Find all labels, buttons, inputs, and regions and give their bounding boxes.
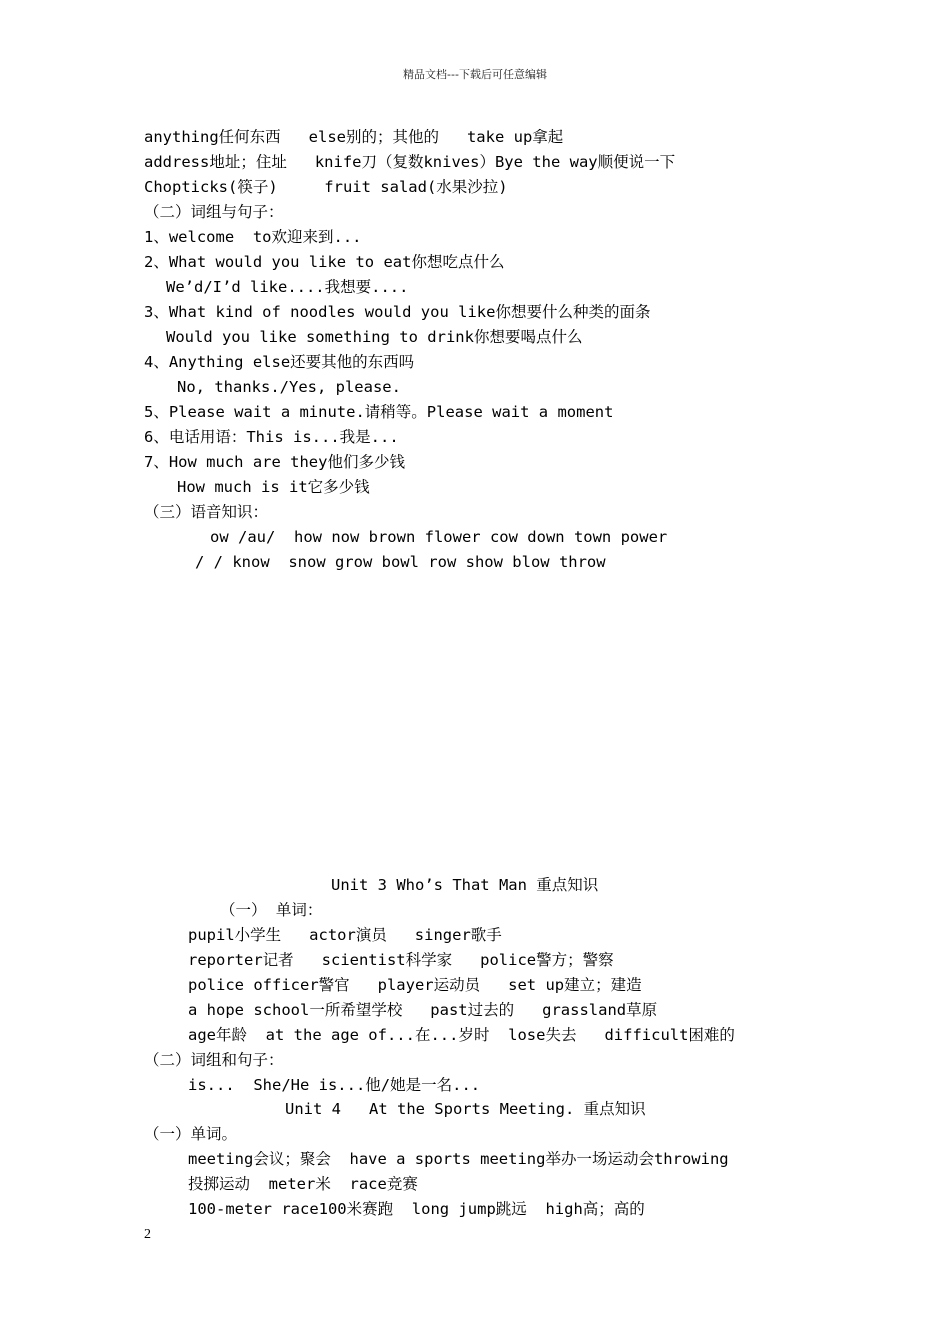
text-line: pupil小学生 actor演员 singer歌手: [188, 926, 502, 944]
section-heading: （一） 单词：: [220, 901, 323, 919]
text-line: 投掷运动 meter米 race竞赛: [188, 1175, 418, 1193]
text-line: address地址；住址 knife刀（复数knives）Bye the way顺便说一下: [144, 153, 676, 171]
text-line: reporter记者 scientist科学家 police警方；警察: [188, 951, 614, 969]
text-line: ow /au/ how now brown flower cow down town power: [210, 528, 668, 546]
text-line: meeting会议；聚会 have a sports meeting举办一场运动会throwing: [188, 1150, 729, 1168]
text-line: Would you like something to drink你想要喝点什么: [166, 328, 583, 346]
text-line: / / know snow grow bowl row show blow throw: [195, 553, 606, 571]
section-heading: （三）语音知识：: [144, 503, 269, 521]
text-line: 1、welcome to欢迎来到...: [144, 228, 362, 246]
text-line: 3、What kind of noodles would you like你想要什么种类的面条: [144, 303, 651, 321]
text-line: 5、Please wait a minute.请稍等。Please wait a moment: [144, 403, 614, 421]
text-line: 4、Anything else还要其他的东西吗: [144, 353, 415, 371]
page-header: 精品文档---下载后可任意编辑: [403, 68, 547, 81]
text-line: Chopticks(筷子) fruit salad(水果沙拉): [144, 178, 508, 196]
text-line: 6、电话用语：This is...我是...: [144, 428, 399, 446]
page-number: 2: [144, 1227, 151, 1242]
text-line: How much is it它多少钱: [177, 478, 370, 496]
text-line: age年龄 at the age of...在...岁时 lose失去 difficult困难的: [188, 1026, 735, 1044]
text-line: No, thanks./Yes, please.: [177, 378, 401, 396]
text-line: anything任何东西 else别的；其他的 take up拿起: [144, 128, 564, 146]
section-heading: （一）单词。: [144, 1125, 238, 1143]
section-heading: （二）词组和句子：: [144, 1051, 284, 1069]
text-line: 2、What would you like to eat你想吃点什么: [144, 253, 505, 271]
unit-title: Unit 3 Who’s That Man 重点知识: [331, 876, 599, 894]
text-line: 100-meter race100米赛跑 long jump跳远 high高；高的: [188, 1200, 645, 1218]
section-heading: （二）词组与句子：: [144, 203, 284, 221]
text-line: 7、How much are they他们多少钱: [144, 453, 405, 471]
text-line: is... She/He is...他/她是一名...: [188, 1076, 481, 1094]
unit-title: Unit 4 At the Sports Meeting. 重点知识: [285, 1100, 646, 1118]
text-line: police officer警官 player运动员 set up建立；建造: [188, 976, 642, 994]
text-line: We’d/I’d like....我想要....: [166, 278, 409, 296]
text-line: a hope school一所希望学校 past过去的 grassland草原: [188, 1001, 658, 1019]
